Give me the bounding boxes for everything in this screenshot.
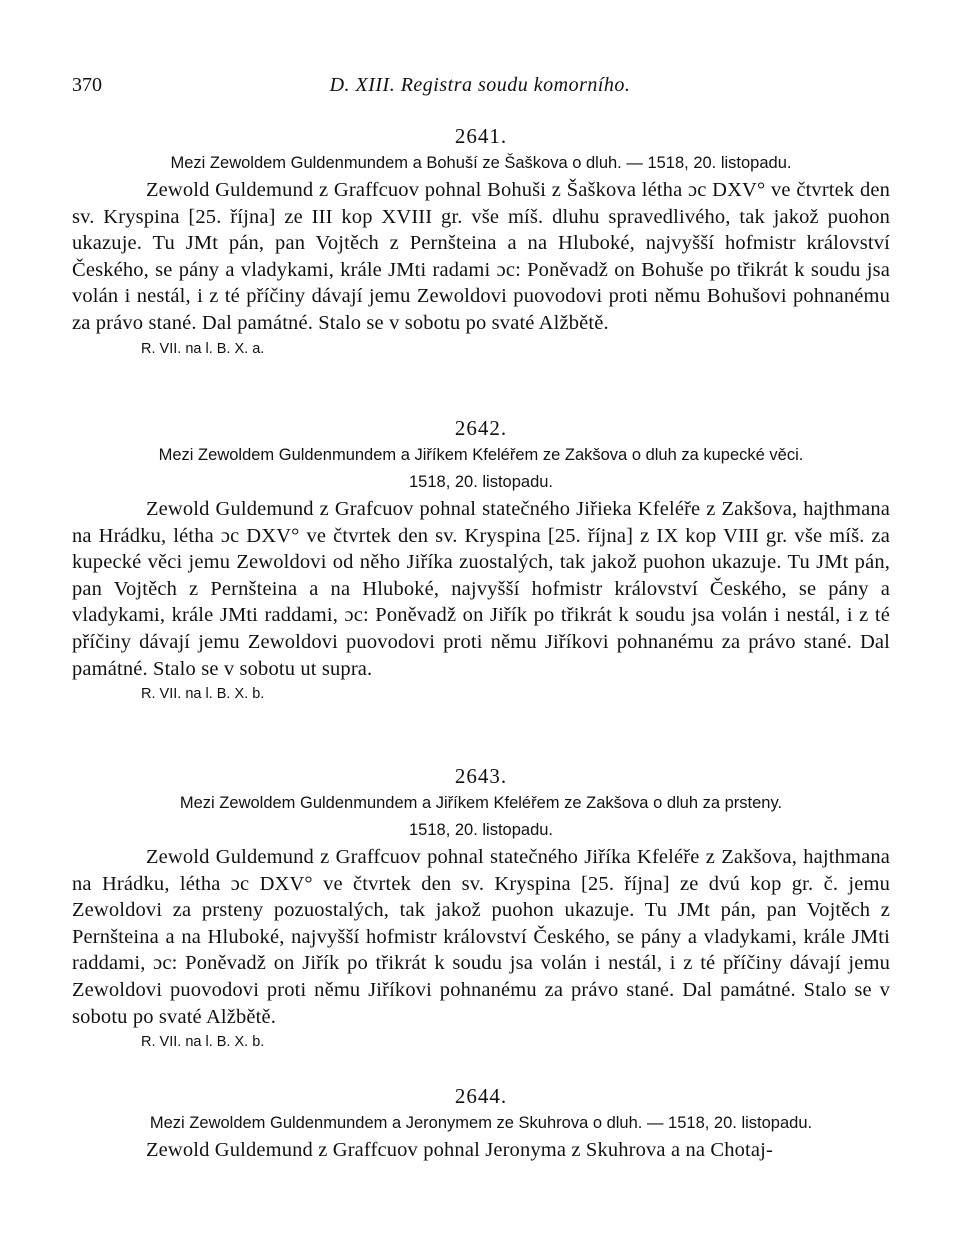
page-number: 370 <box>72 74 102 96</box>
running-head <box>72 74 888 100</box>
entry-heading-text: Mezi Zewoldem Guldenmundem a Jiříkem Kfeléřem ze Zakšova o dluh za prsteny. <box>179 794 783 812</box>
entry-date: — 1518, 20. listopadu. <box>646 1114 813 1132</box>
entry-number: 2644. <box>454 1084 508 1108</box>
entry-2643 <box>72 762 890 1054</box>
entry-heading <box>72 442 890 496</box>
entry-body: Zewold Guldemund z Graffcuov pohnal Bohuši z Šaškova létha ɔc DXV° ve čtvrtek den sv. Kryspina [25. října] ze III kop XVIII gr. vše míš. dluhu spravedlivého, tak jakož puohon ukazuje. Tu JMt pán, pan Vojtěch z Pernšteina a na Hluboké, najvyšší hofmistr království Českého, se pány a vladykami, krále JMti radami ɔc: Poněvadž on Bohuše po třikrát k soudu jsa volán i nestál, i z té příčiny dávají jemu Zewoldovi puovodovi proti němu Bohušovi pohnanému za právo stané. Dal památné. Stalo se v sobotu po svaté Alžbětě. <box>72 179 890 334</box>
entry-reference: R. VII. na l. B. X. b. <box>141 686 265 703</box>
entry-number: 2642. <box>454 416 508 440</box>
entry-date: 1518, 20. listopadu. <box>408 473 554 491</box>
entry-reference: R. VII. na l. B. X. b. <box>141 1034 265 1051</box>
entry-body: Zewold Guldemund z Grafcuov pohnal statečného Jiřieka Kfeléře z Zakšova, hajthmana na Hrádku, létha ɔc DXV° ve čtvrtek den sv. Kryspina [25. října] z IX kop VIII gr. vše míš. za kupecké věci jemu Zewoldovi od něho Jiříka zuostalých, tak jakož puohon ukazuje. Tu JMt pán, pan Vojtěch z Pernšteina a na Hluboké, najvyšší hofmistr království Českého, se pány a vladykami, krále JMti raddami, ɔc: Poněvadž on Jiřík po třikrát k soudu jsa volán i nestál, i z té příčiny dávají jemu Zewoldovi puovodovi proti němu Jiříkovi pohnanému za právo stané. Dal památné. Stalo se v sobotu ut supra. <box>72 498 890 680</box>
entry-heading-text: Mezi Zewoldem Guldenmundem a Jeronymem ze Skuhrova o dluh. <box>149 1114 643 1132</box>
entry-body: Zewold Guldemund z Graffcuov pohnal Jeronyma z Skuhrova a na Chotaj- <box>146 1139 773 1161</box>
entry-heading <box>72 790 890 844</box>
entry-heading-text: Mezi Zewoldem Guldenmundem a Jiříkem Kfeléřem ze Zakšova o dluh za kupecké věci. <box>158 446 804 464</box>
entry-heading <box>72 150 890 177</box>
entry-date: 1518, 20. listopadu. <box>408 821 554 839</box>
entry-2641 <box>72 122 890 361</box>
entry-heading <box>72 1110 890 1137</box>
entry-heading-text: Mezi Zewoldem Guldenmundem a Bohuší ze Šaškova o dluh. <box>170 154 622 172</box>
entry-number: 2643. <box>454 764 508 788</box>
entry-2642 <box>72 414 890 706</box>
entry-2644 <box>72 1082 890 1164</box>
entry-reference: R. VII. na l. B. X. a. <box>141 340 265 357</box>
entry-body: Zewold Guldemund z Graffcuov pohnal statečného Jiříka Kfeléře z Zakšova, hajthmana na Hrádku, létha ɔc DXV° ve čtvrtek den sv. Kryspina [25. října] ze dvú kop gr. č. jemu Zewoldovi za prsteny pozuostalých, tak jakož puohon ukazuje. Tu JMt pán, pan Vojtěch z Pernšteina a na Hluboké, najvyšší hofmistr království Českého, se pány a vladykami, krále JMti raddami, ɔc: Poněvadž on Jiřík po třikrát k soudu jsa volán i nestál, i z té příčiny dávají jemu Zewoldovi puovodovi proti němu Jiříkovi pohnanému za právo stané. Dal památné. Stalo se v sobotu po svaté Alžbětě. <box>72 846 890 1028</box>
running-title: D. XIII. Registra soudu komorního. <box>329 74 631 96</box>
entry-number: 2641. <box>454 124 508 148</box>
entry-date: — 1518, 20. listopadu. <box>626 154 792 172</box>
